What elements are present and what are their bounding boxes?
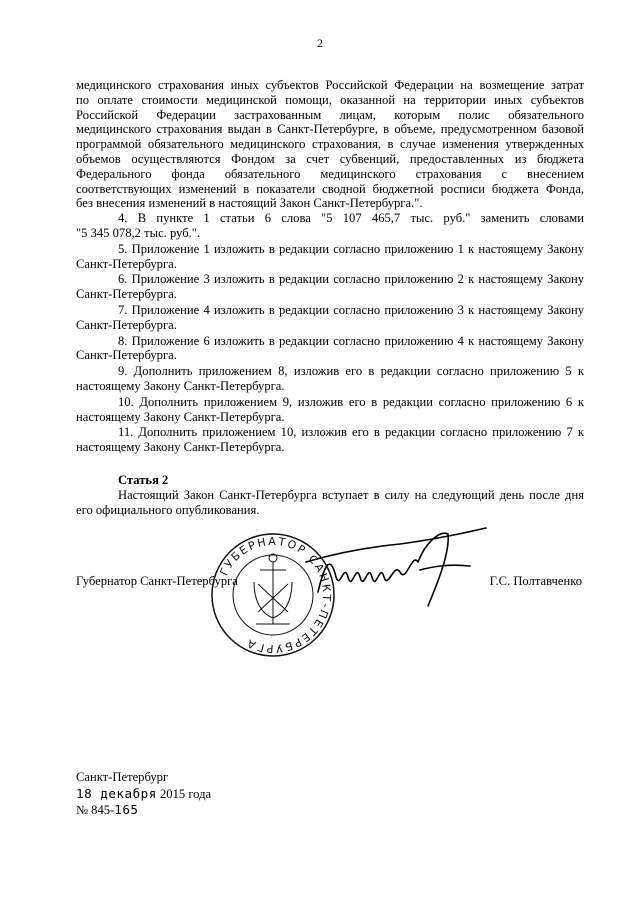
amendment-item: 6. Приложение 3 изложить в редакции согласно приложению 2 к настоящему Закону bbox=[118, 272, 584, 287]
law-number bbox=[76, 802, 139, 818]
text-line: Санкт-Петербурга. bbox=[76, 317, 177, 332]
article-title: Статья 2 bbox=[118, 473, 169, 487]
law-body-text bbox=[76, 78, 584, 455]
date-year: 2015 года bbox=[159, 787, 212, 801]
text-line: без внесения изменений в настоящий Закон Санкт-Петербурга.". bbox=[76, 196, 423, 211]
amendment-item: 10. Дополнить приложением 9, изложив его в редакции согласно приложению 6 к bbox=[118, 394, 584, 409]
amendment-item: 8. Приложение 6 изложить в редакции согласно приложению 4 к настоящему Закону bbox=[118, 333, 584, 348]
law-number-value: 165 bbox=[114, 802, 139, 817]
text-line: настоящему Закону Санкт-Петербурга. bbox=[76, 378, 285, 393]
governor-signature bbox=[300, 522, 490, 612]
text-line: объемов осуществляются Фондом за счет субвенций, предоставленных из бюджета bbox=[76, 151, 584, 166]
seal-text: ГУБЕРНАТОР САНКТ-ПЕТЕРБУРГА bbox=[217, 534, 334, 656]
amendment-item: 7. Приложение 4 изложить в редакции согласно приложению 3 к настоящему Закону bbox=[118, 302, 584, 317]
text-line: Российской Федерации застрахованным лицам, которым полис обязательного bbox=[76, 107, 584, 122]
text-line: программой обязательного медицинского страхования, в случае изменения утвержденных bbox=[76, 137, 584, 152]
text-line: Санкт-Петербурга. bbox=[76, 287, 177, 302]
text-line: настоящему Закону Санкт-Петербурга. bbox=[76, 440, 285, 455]
text-line: "5 345 078,2 тыс. руб.". bbox=[76, 225, 201, 240]
text-line: Федерального фонда обязательного медицинского страхования с внесением bbox=[76, 166, 584, 181]
text-line: медицинского страхования выдан в Санкт-Петербурге, в объеме, предусмотренном базовой bbox=[76, 122, 584, 137]
text-line: его официального опубликования. bbox=[76, 502, 260, 517]
text-line: Настоящий Закон Санкт-Петербурга вступает в силу на следующий день после дня bbox=[118, 487, 584, 502]
signing-place: Санкт-Петербург bbox=[76, 770, 169, 784]
text-line: настоящему Закону Санкт-Петербурга. bbox=[76, 409, 285, 424]
signing-date bbox=[76, 786, 211, 802]
date-day-month: 18 декабря bbox=[76, 786, 157, 801]
amendment-item: 9. Дополнить приложением 8, изложив его в редакции согласно приложению 5 к bbox=[118, 364, 584, 379]
amendment-item: 4. В пункте 1 статьи 6 слова "5 107 465,7 тыс. руб." заменить словами bbox=[118, 211, 584, 226]
amendment-item: 11. Дополнить приложением 10, изложив его в редакции согласно приложению 7 к bbox=[118, 425, 584, 440]
amendment-item: 5. Приложение 1 изложить в редакции согласно приложению 1 к настоящему Закону bbox=[118, 241, 584, 256]
text-line: по оплате стоимости медицинской помощи, оказанной на территории иных субъектов bbox=[76, 92, 584, 107]
text-line: медицинского страхования иных субъектов Российской Федерации на возмещение затрат bbox=[76, 78, 584, 92]
governor-name: Г.С. Полтавченко bbox=[489, 574, 582, 588]
text-line: Санкт-Петербурга. bbox=[76, 256, 177, 271]
governor-title: Губернатор Санкт-Петербурга bbox=[76, 574, 238, 588]
law-number-prefix: № 845- bbox=[76, 803, 115, 817]
page-number: 2 bbox=[317, 36, 323, 50]
text-line: соответствующих изменений в показатели сводной бюджетной росписи бюджета Фонда, bbox=[76, 181, 584, 196]
text-line: Санкт-Петербурга. bbox=[76, 348, 177, 363]
article-2 bbox=[76, 473, 584, 517]
